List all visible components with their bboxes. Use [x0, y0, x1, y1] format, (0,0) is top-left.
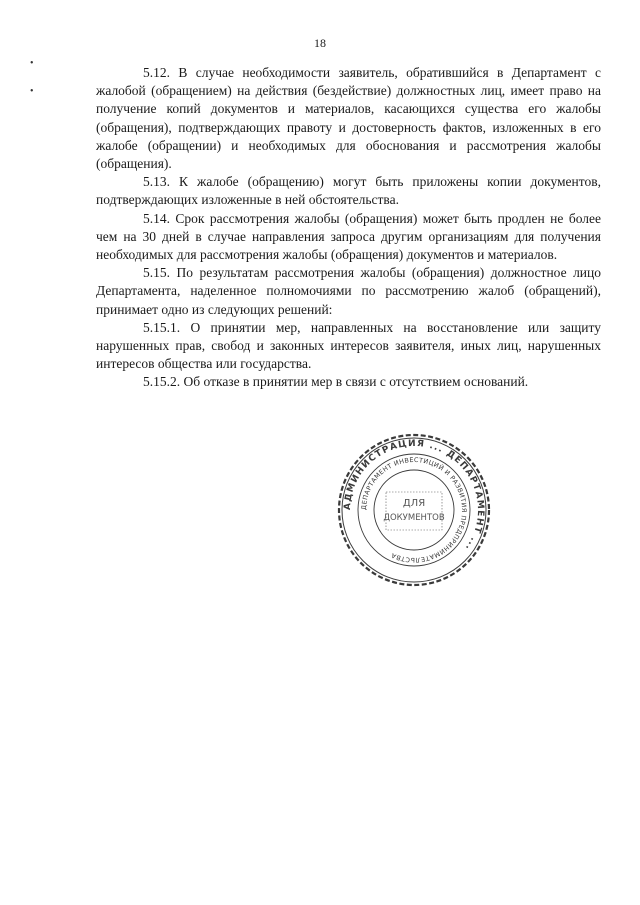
paragraph-5-15-1: 5.15.1. О принятии мер, направленных на восстановление или защиту нарушенных прав, свобод и законных интересов заявителя, иных лиц, нарушенных интересов общества или государства.	[96, 319, 601, 372]
page-number: 18	[314, 36, 326, 50]
document-body	[96, 64, 601, 392]
seal-outer-text: АДМИНИСТРАЦИЯ ... ДЕПАРТАМЕНТ ...	[342, 438, 486, 553]
seal-center-line1: ДЛЯ	[402, 498, 426, 509]
paragraph-5-13: 5.13. К жалобе (обращению) могут быть приложены копии документов, подтверждающих изложенные в ней обстоятельства.	[96, 174, 601, 208]
paragraph-5-15-2: 5.15.2. Об отказе в принятии мер в связи с отсутствием оснований.	[143, 374, 529, 390]
paragraph-5-15: 5.15. По результатам рассмотрения жалобы (обращения) должностное лицо Департамента, наделенное полномочиями по рассмотрению жалоб (обращений), принимает одно из следующих решений:	[96, 265, 601, 317]
margin-mark: •	[30, 58, 34, 69]
seal-inner-text: ДЕПАРТАМЕНТ ИНВЕСТИЦИЙ И РАЗВИТИЯ ПРЕДПРИНИМАТЕЛЬСТВА	[359, 455, 469, 565]
paragraph-5-12: 5.12. В случае необходимости заявитель, обратившийся в Департамент с жалобой (обращением) на действия (бездействие) должностных лиц, имеет право на получение копий документов и материалов, касающихся существа его жалобы (обращения), подтверждающих правоту и достоверность фактов, изложенных в его жалобе (обращении) и необходимых для обоснования и рассмотрения жалобы (обращения).	[96, 65, 601, 172]
margin-mark: •	[30, 86, 34, 97]
paragraph-5-14: 5.14. Срок рассмотрения жалобы (обращения) может быть продлен не более чем на 30 дней в случае направления запроса другим организациям для получения необходимых для рассмотрения жалобы (обращения) документов и материалов.	[96, 210, 601, 263]
official-seal-stamp	[336, 432, 492, 588]
svg-text:ДЕПАРТАМЕНТ ИНВЕСТИЦИЙ И РАЗВИ	[360, 456, 468, 564]
seal-center-line2: ДОКУМЕНТОВ	[383, 513, 445, 523]
seal-graphic	[336, 432, 492, 588]
